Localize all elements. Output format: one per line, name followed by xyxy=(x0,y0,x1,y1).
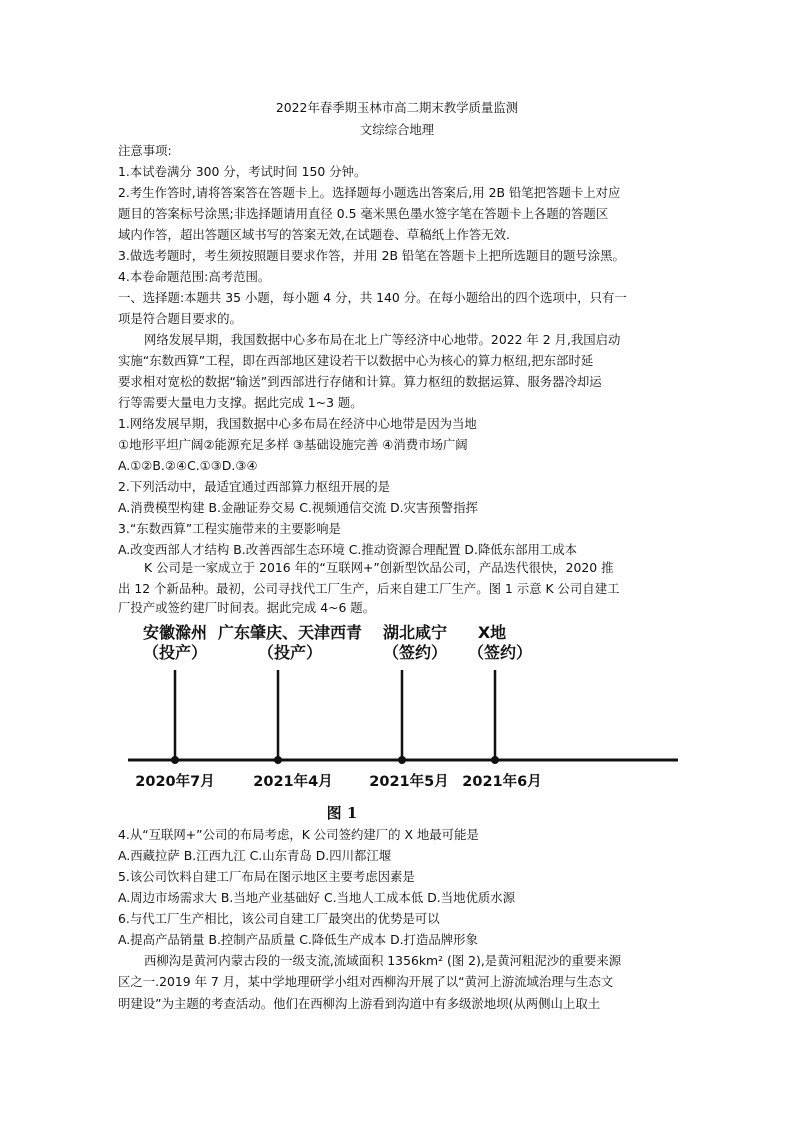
figure-1-caption: 图 1 xyxy=(326,804,358,822)
section-intro-line-1: 一、选择题:本题共 35 小题，每小题 4 分，共 140 分。在每小题给出的四个选项中，只有一 xyxy=(118,290,627,305)
event-2-place: 广东肇庆、天津西青 xyxy=(217,623,363,642)
q2-stem: 2.下列活动中，最适宜通过西部算力枢纽开展的是 xyxy=(118,479,391,494)
q1-options: A.①②B.②④C.①③D.③④ xyxy=(118,458,258,473)
passage3-line-1: 西柳沟是黄河内蒙古段的一级支流,流域面积 1356km² (图 2),是黄河粗泥沙的重要来源 xyxy=(144,953,622,968)
section-intro-line-2: 项是符合题目要求的。 xyxy=(118,311,242,326)
note-4: 4.本卷命题范围:高考范围。 xyxy=(118,269,271,284)
q6-stem: 6.与代工厂生产相比，该公司自建工厂最突出的优势是可以 xyxy=(118,911,440,926)
event-4-place: X地 xyxy=(477,623,507,642)
passage3-line-3: 明建设”为主题的考查活动。他们在西柳沟上游看到沟道中有多级淤地坝(从两侧山上取土 xyxy=(118,996,601,1011)
event-3-status: （签约） xyxy=(382,643,448,662)
note-2-line-2: 题目的答案标号涂黑;非选择题请用直径 0.5 毫米黑色墨水签字笔在答题卡上各题的答题区 xyxy=(118,206,609,221)
passage1-line-3: 要求相对宽松的数据“输送”到西部进行存储和计算。算力枢纽的数据运算、服务器冷却运 xyxy=(118,374,602,389)
exam-title: 2022年春季期玉林市高二期末教学质量监测 xyxy=(275,100,519,115)
note-2-line-3: 域内作答，超出答题区域书写的答案无效,在试题卷、草稿纸上作答无效. xyxy=(118,227,510,242)
passage2-line-1: K 公司是一家成立于 2016 年的“互联网+”创新型饮品公司，产品迭代很快，2020 推 xyxy=(144,560,614,575)
passage1-line-1: 网络发展早期，我国数据中心多布局在北上广等经济中心地带。2022 年 2 月,我国启动 xyxy=(144,332,621,347)
event-1-status: （投产） xyxy=(142,643,208,662)
passage3-line-2: 区之一.2019 年 7 月，某中学地理研学小组对西柳沟开展了以“黄河上游流域治理与生态文 xyxy=(118,974,614,989)
passage1-line-2: 实施“东数西算”工程，即在西部地区建设若干以数据中心为核心的算力枢纽,把东部时延 xyxy=(118,353,594,368)
q2-options: A.消费模型构建 B.金融证券交易 C.视频通信交流 D.灾害预警指挥 xyxy=(118,500,478,515)
passage2-line-2: 出 12 个新品种。最初，公司寻找代工厂生产，后来自建工厂生产。图 1 示意 K 公司自建工 xyxy=(118,581,620,596)
timeline-dot-1 xyxy=(171,756,179,764)
event-1-date: 2020年7月 xyxy=(135,774,215,790)
q5-options: A.周边市场需求大 B.当地产业基础好 C.当地人工成本低 D.当地优质水源 xyxy=(118,890,516,905)
q1-stem: 1.网络发展早期，我国数据中心多布局在经济中心地带是因为当地 xyxy=(118,416,477,431)
note-3: 3.做选考题时，考生须按照题目要求作答，并用 2B 铅笔在答题卡上把所选题目的题号涂黑。 xyxy=(118,248,625,263)
q3-options: A.改变西部人才结构 B.改善西部生态环境 C.推动资源合理配置 D.降低东部用工成本 xyxy=(118,542,578,557)
q1-items: ①地形平坦广阔②能源充足多样 ③基础设施完善 ④消费市场广阔 xyxy=(118,437,468,452)
timeline-svg xyxy=(118,614,688,834)
exam-subtitle: 文综综合地理 xyxy=(359,122,435,137)
q6-options: A.提高产品销量 B.控制产品质量 C.降低生产成本 D.打造品牌形象 xyxy=(118,932,478,947)
timeline-dot-3 xyxy=(398,756,406,764)
note-1: 1.本试卷满分 300 分，考试时间 150 分钟。 xyxy=(118,164,367,179)
q3-stem: 3.“东数西算”工程实施带来的主要影响是 xyxy=(118,521,341,536)
passage2-line-3: 厂投产或签约建厂时间表。据此完成 4~6 题。 xyxy=(118,600,376,615)
q5-stem: 5.该公司饮料自建工厂布局在图示地区主要考虑因素是 xyxy=(118,869,415,884)
event-4-date: 2021年6月 xyxy=(462,774,542,790)
event-3-date: 2021年5月 xyxy=(369,774,449,790)
event-2-date: 2021年4月 xyxy=(253,774,333,790)
notes-heading: 注意事项: xyxy=(118,143,172,158)
timeline-dot-2 xyxy=(274,756,282,764)
q4-options: A.西藏拉萨 B.江西九江 C.山东青岛 D.四川都江堰 xyxy=(118,848,392,863)
event-1-place: 安徽滁州 xyxy=(142,623,208,642)
passage1-line-4: 行等需要大量电力支撑。据此完成 1~3 题。 xyxy=(118,395,363,410)
event-4-status: （签约） xyxy=(467,643,533,662)
timeline-dot-4 xyxy=(491,756,499,764)
event-2-status: （投产） xyxy=(257,643,323,662)
event-3-place: 湖北咸宁 xyxy=(382,623,448,642)
q4-stem: 4.从“互联网+”公司的布局考虑，K 公司签约建厂的 X 地最可能是 xyxy=(118,827,479,842)
figure-1-timeline xyxy=(118,614,688,834)
note-2-line-1: 2.考生作答时,请将答案答在答题卡上。选择题每小题选出答案后,用 2B 铅笔把答题卡上对应 xyxy=(118,185,621,200)
